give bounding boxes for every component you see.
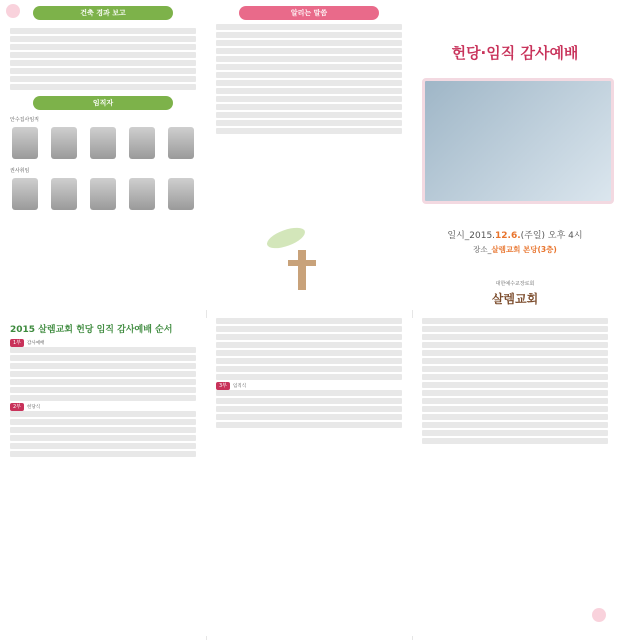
cover-title: 헌당·임직 감사예배	[451, 44, 579, 62]
deacons-label: 권사취임	[10, 168, 30, 174]
text-line	[422, 406, 608, 412]
text-line	[10, 451, 196, 457]
text-line	[216, 334, 402, 340]
deacons-photo-row	[0, 176, 206, 216]
denomination-label: 대한예수교장로회	[495, 281, 535, 287]
text-line	[422, 358, 608, 364]
text-line	[216, 398, 402, 404]
top-panel-cover	[412, 0, 618, 310]
section-header-staff: 임직자	[33, 96, 173, 110]
text-line	[10, 411, 196, 417]
part-label	[0, 403, 206, 411]
text-line	[216, 318, 402, 324]
text-line	[216, 72, 402, 78]
event-date	[422, 228, 608, 241]
text-line	[422, 334, 608, 340]
text-line	[216, 366, 402, 372]
portrait-photo	[51, 178, 77, 210]
text-line	[216, 374, 402, 380]
bottom-panel-right	[412, 318, 618, 636]
text-line	[216, 120, 402, 126]
flower-decoration-icon	[6, 4, 20, 18]
section-header-building-report: 건축 경과 보고	[33, 6, 173, 20]
text-line	[216, 390, 402, 396]
portrait-photo	[168, 127, 194, 159]
text-line	[422, 366, 608, 372]
text-line	[216, 56, 402, 62]
text-line	[422, 398, 608, 404]
date-suffix: (주일) 오후 4시	[520, 231, 583, 241]
text-line	[422, 438, 608, 444]
text-line	[422, 390, 608, 396]
text-line	[216, 104, 402, 110]
lily-leaf-icon	[264, 224, 307, 253]
text-line	[216, 414, 402, 420]
part-label	[0, 339, 206, 347]
text-line	[216, 358, 402, 364]
event-place	[422, 244, 608, 255]
text-line	[10, 379, 196, 385]
text-line	[422, 318, 608, 324]
text-line	[422, 414, 608, 420]
date-highlight: 12.6.	[495, 231, 521, 241]
text-line	[422, 430, 608, 436]
text-line	[10, 28, 196, 34]
text-line	[216, 422, 402, 428]
text-line	[10, 395, 196, 401]
text-line	[216, 40, 402, 46]
text-line	[10, 68, 196, 74]
portrait-photo	[168, 178, 194, 210]
part1-title: 감사예배	[27, 341, 45, 346]
text-line	[10, 371, 196, 377]
part2-title: 헌당식	[27, 405, 41, 410]
portrait-photo	[51, 127, 77, 159]
portrait-photo	[12, 127, 38, 159]
text-line	[216, 48, 402, 54]
top-panel-middle	[206, 0, 412, 310]
bottom-panel-left	[0, 318, 206, 636]
text-line	[422, 342, 608, 348]
part-badge: 1부	[10, 339, 24, 347]
text-line	[216, 406, 402, 412]
bottom-panel-middle	[206, 318, 412, 636]
place-prefix: 장소_	[473, 245, 492, 254]
text-line	[216, 32, 402, 38]
text-line	[10, 427, 196, 433]
text-line	[10, 355, 196, 361]
portrait-photo	[129, 178, 155, 210]
text-line	[216, 80, 402, 86]
text-line	[422, 382, 608, 388]
text-line	[422, 374, 608, 380]
flower-decoration-icon	[592, 608, 606, 622]
text-line	[10, 52, 196, 58]
text-line	[10, 419, 196, 425]
top-panel-left	[0, 0, 206, 310]
text-line	[422, 422, 608, 428]
text-line	[422, 326, 608, 332]
part-badge: 2부	[10, 403, 24, 411]
text-line	[216, 350, 402, 356]
text-line	[10, 60, 196, 66]
part3-title: 임직식	[233, 384, 247, 389]
elders-photo-row	[0, 125, 206, 165]
text-line	[216, 96, 402, 102]
text-line	[422, 350, 608, 356]
text-line	[10, 387, 196, 393]
date-prefix: 일시_2015.	[447, 231, 496, 241]
text-line	[10, 443, 196, 449]
portrait-photo	[129, 127, 155, 159]
text-line	[10, 347, 196, 353]
text-line	[216, 326, 402, 332]
text-line	[10, 84, 196, 90]
text-line	[10, 44, 196, 50]
place-highlight: 살렘교회 본당(3층)	[491, 245, 557, 254]
text-line	[10, 363, 196, 369]
order-of-service-title: 2015 살렘교회 헌당 임직 감사예배 순서	[10, 325, 173, 335]
text-line	[10, 36, 196, 42]
text-line	[10, 76, 196, 82]
text-line	[216, 112, 402, 118]
text-line	[216, 128, 402, 134]
portrait-photo	[12, 178, 38, 210]
church-building-photo	[422, 78, 614, 204]
church-name: 살렘교회	[491, 292, 539, 306]
section-header-announcements: 알리는 말씀	[239, 6, 379, 20]
text-line	[216, 64, 402, 70]
portrait-photo	[90, 127, 116, 159]
text-line	[216, 24, 402, 30]
part-badge: 3부	[216, 382, 230, 390]
elders-label: 안수집사임직	[10, 117, 39, 123]
text-line	[216, 342, 402, 348]
wooden-cross-icon	[298, 250, 306, 290]
text-line	[216, 88, 402, 94]
portrait-photo	[90, 178, 116, 210]
part-label	[206, 382, 412, 390]
text-line	[10, 435, 196, 441]
